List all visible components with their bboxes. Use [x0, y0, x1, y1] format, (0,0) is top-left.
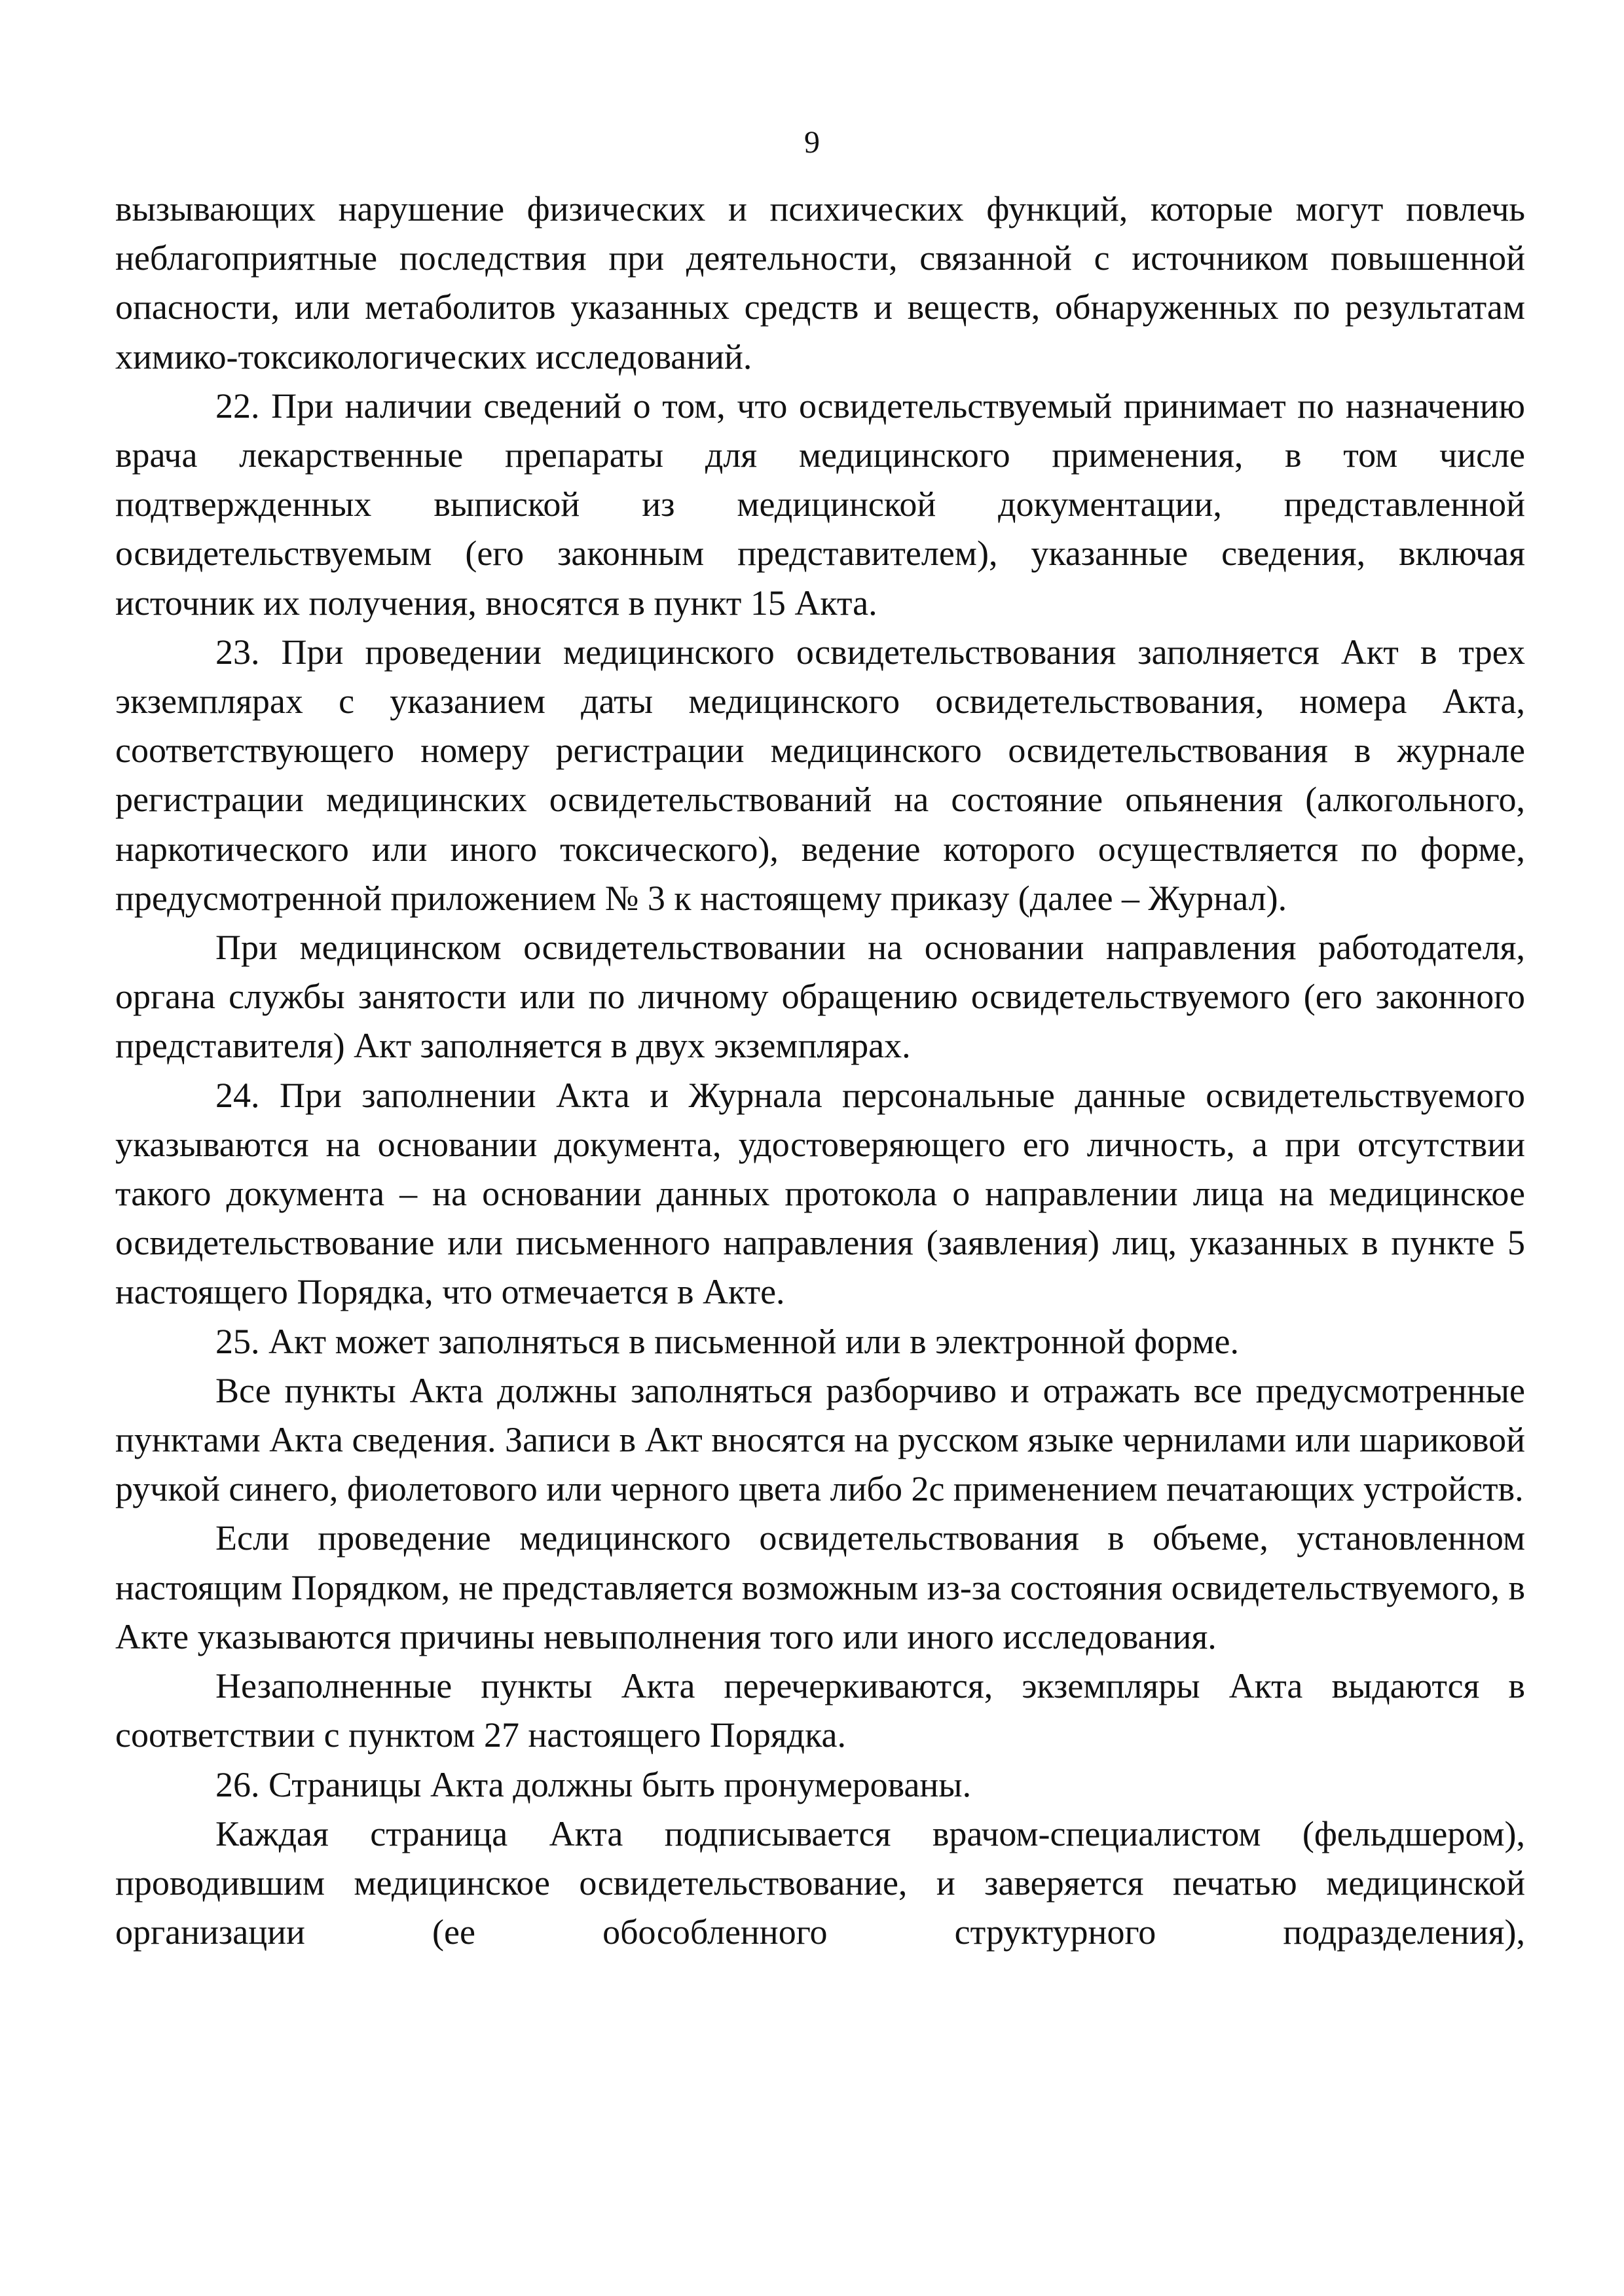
paragraph-item-23: 23. При проведении медицинского освидетельствования заполняется Акт в трех экземплярах с указанием даты медицинского освидетельствования, номера Акта, соответствующего номеру регистрации медицинского освидетельствования в журнале регистрации медицинских освидетельствований на состояние опьянения (алкогольного, наркотического или иного токсического), ведение которого осуществляется по форме, предусмотренной приложением № 3 к настоящему приказу (далее – Журнал). [115, 632, 1525, 918]
paragraph-unfilled-items: Незаполненные пункты Акта перечеркиваются, экземпляры Акта выдаются в соответствии с пунктом 27 настоящего Порядка. [115, 1666, 1525, 1755]
paragraph-item-22: 22. При наличии сведений о том, что освидетельствуемый принимает по назначению врача лекарственные препараты для медицинского применения, в том числе подтвержденных выпиской из медицинской документации, представленной освидетельствуемым (его законным представителем), указанные сведения, включая источник их получения, вносятся в пункт 15 Акта. [115, 386, 1525, 623]
paragraph-page-signature: Каждая страница Акта подписывается врачом-специалистом (фельдшером), проводившим медицинское освидетельствование, и заверяется печатью медицинской организации (ее обособленного структурного подразделения), [115, 1813, 1525, 1952]
paragraph-legibility: Все пункты Акта должны заполняться разборчиво и отражать все предусмотренные пунктами Акта сведения. Записи в Акт вносятся на русском языке чернилами или шариковой ручкой синего, фиолетового или черного цвета либо 2с применением печатающих устройств. [115, 1370, 1525, 1509]
page-number: 9 [804, 125, 820, 160]
paragraph-continuation: вызывающих нарушение физических и психических функций, которые могут повлечь неблагоприятные последствия при деятельности, связанной с источником повышенной опасности, или метаболитов указанных средств и веществ, обнаруженных по результатам химико-токсикологических исследований. [115, 189, 1525, 376]
document-body [115, 185, 1525, 1957]
paragraph-item-25: 25. Акт может заполняться в письменной или в электронной форме. [215, 1321, 1239, 1361]
paragraph-item-24: 24. При заполнении Акта и Журнала персональные данные освидетельствуемого указываются на основании документа, удостоверяющего его личность, а при отсутствии такого документа – на основании данных протокола о направлении лица на медицинское освидетельствование или письменного направления (заявления) лиц, указанных в пункте 5 настоящего Порядка, что отмечается в Акте. [115, 1075, 1525, 1312]
paragraph-item-26: 26. Страницы Акта должны быть пронумерованы. [215, 1764, 972, 1804]
paragraph-two-copies: При медицинском освидетельствовании на основании направления работодателя, органа службы занятости или по личному обращению освидетельствуемого (его законного представителя) Акт заполняется в двух экземплярах. [115, 928, 1525, 1066]
paragraph-impossible-examination: Если проведение медицинского освидетельствования в объеме, установленном настоящим Порядком, не представляется возможным из-за состояния освидетельствуемого, в Акте указываются причины невыполнения того или иного исследования. [115, 1518, 1525, 1656]
